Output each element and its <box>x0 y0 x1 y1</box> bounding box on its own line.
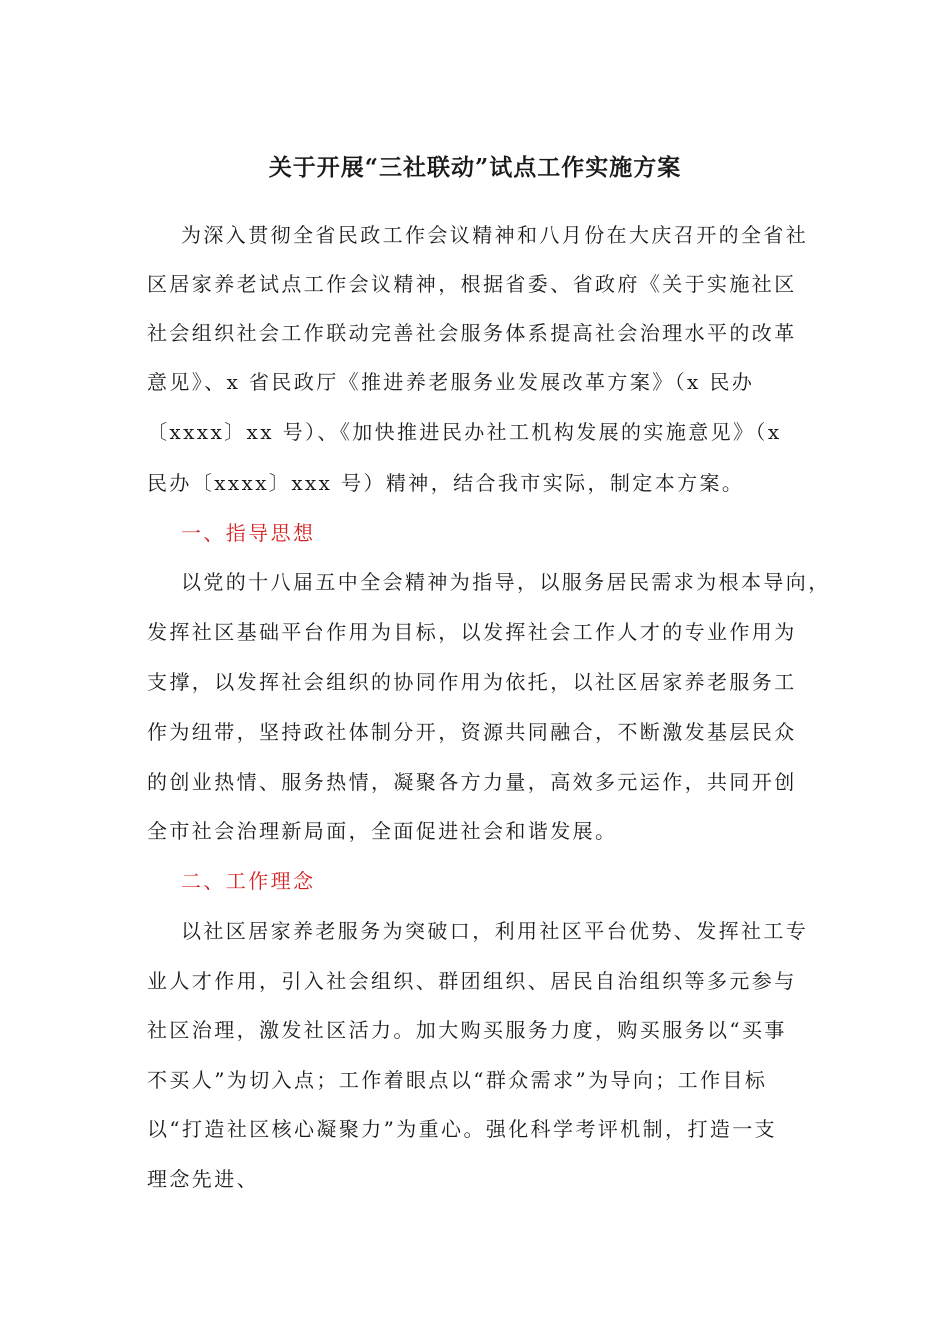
section-heading-guiding-ideology: 一、指导思想 <box>181 521 316 545</box>
document-title: 关于开展“三社联动”试点工作实施方案 <box>268 154 682 181</box>
section1-line: 支撑，以发挥社会组织的协同作用为依托，以社区居家养老服务工 <box>147 670 797 694</box>
intro-line: 民办〔xxxx〕xxx 号）精神，结合我市实际，制定本方案。 <box>147 471 745 495</box>
intro-line: 为深入贯彻全省民政工作会议精神和八月份在大庆召开的全省社 <box>181 223 809 247</box>
section1-line: 全市社会治理新局面，全面促进社会和谐发展。 <box>147 819 618 843</box>
intro-line: 意见》、x 省民政厅《推进养老服务业发展改革方案》（x 民办 <box>147 370 755 394</box>
section1-line: 作为纽带，坚持政社体制分开，资源共同融合，不断激发基层民众 <box>147 720 797 744</box>
section2-line: 社区治理，激发社区活力。加大购买服务力度，购买服务以“买事 <box>147 1018 787 1042</box>
section2-line: 不买人”为切入点；工作着眼点以“群众需求”为导向；工作目标 <box>147 1068 768 1092</box>
intro-line: 〔xxxx〕xx 号）、《加快推进民办社工机构发展的实施意见》（x <box>147 420 782 444</box>
section2-line: 业人才作用，引入社会组织、群团组织、居民自治组织等多元参与 <box>147 969 797 993</box>
section2-line: 理念先进、 <box>147 1167 259 1191</box>
section1-line: 发挥社区基础平台作用为目标，以发挥社会工作人才的专业作用为 <box>147 620 797 644</box>
intro-line: 社会组织社会工作联动完善社会服务体系提高社会治理水平的改革 <box>147 321 797 345</box>
section1-line: 的创业热情、服务热情，凝聚各方力量，高效多元运作，共同开创 <box>147 770 797 794</box>
section1-line: 以党的十八届五中全会精神为指导，以服务居民需求为根本导向， <box>181 570 831 594</box>
section2-line: 以“打造社区核心凝聚力”为重心。强化科学考评机制，打造一支 <box>147 1117 778 1141</box>
intro-line: 区居家养老试点工作会议精神，根据省委、省政府《关于实施社区 <box>147 272 797 296</box>
section2-line: 以社区居家养老服务为突破口，利用社区平台优势、发挥社工专 <box>181 919 809 943</box>
section-heading-work-philosophy: 二、工作理念 <box>181 869 316 893</box>
